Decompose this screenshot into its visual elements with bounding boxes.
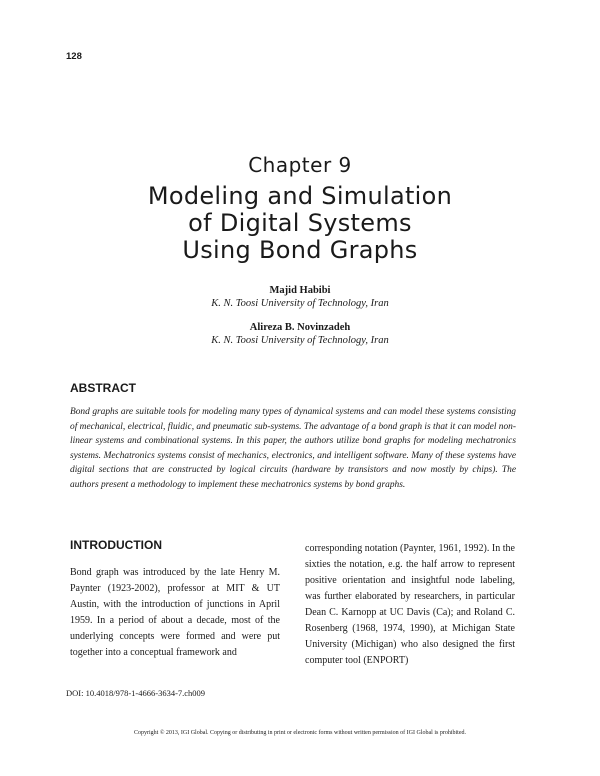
author-block (0, 321, 600, 347)
author-affiliation: K. N. Toosi University of Technology, Iran (211, 298, 389, 309)
page-number: 128 (66, 51, 82, 62)
abstract-heading: ABSTRACT (70, 381, 136, 395)
chapter-title (0, 183, 600, 264)
title-line: of Digital Systems (188, 209, 412, 237)
author-block (0, 284, 600, 310)
abstract-text: Bond graphs are suitable tools for modeling many types of dynamical systems and can model these systems consisting of mechanical, electrical, fluidic, and pneumatic sub-systems. The advantage of a bond graph is that it can model non-linear systems and combinational systems. In this paper, the authors utilize bond graphs for modeling mechatronics systems. Mechatronics systems consist of mechanics, electronics, and intelligent software. Many of these systems have digital sections that are constructed by logical circuits (hardware by transistors and now mostly by chips). The authors present a methodology to implement these mechatronics systems by bond graphs. (70, 407, 516, 490)
doi: DOI: 10.4018/978-1-4666-3634-7.ch009 (66, 688, 206, 698)
title-line: Modeling and Simulation (147, 182, 453, 210)
author-affiliation: K. N. Toosi University of Technology, Iran (211, 335, 389, 346)
title-line: Using Bond Graphs (182, 236, 418, 264)
introduction-heading: INTRODUCTION (70, 538, 162, 552)
author-name: Majid Habibi (269, 285, 331, 296)
text-column-left (70, 565, 280, 661)
paragraph: corresponding notation (Paynter, 1961, 1992). In the sixties the notation, e.g. the half arrow to represent positive orientation and insightful node labeling, was further elaborated by researchers, in particular Dean C. Karnopp at UC Davis (Ca); and Roland C. Rosenberg (1968, 1974, 1990), at Michigan State University (Michigan) who also designed the first computer tool (ENPORT) (305, 543, 515, 666)
copyright-notice: Copyright © 2013, IGI Global. Copying or distributing in print or electronic forms without written permission of IGI Global is prohibited. (133, 730, 466, 736)
chapter-label: Chapter 9 (248, 153, 352, 177)
author-name: Alireza B. Novinzadeh (249, 322, 351, 333)
paragraph: Bond graph was introduced by the late Henry M. Paynter (1923-2002), professor at MIT & UT Austin, with the introduction of junctions in April 1959. In a period of about a decade, most of the underlying concepts were formed and were put together into a conceptual framework and (70, 567, 280, 658)
text-column-right (305, 541, 515, 669)
